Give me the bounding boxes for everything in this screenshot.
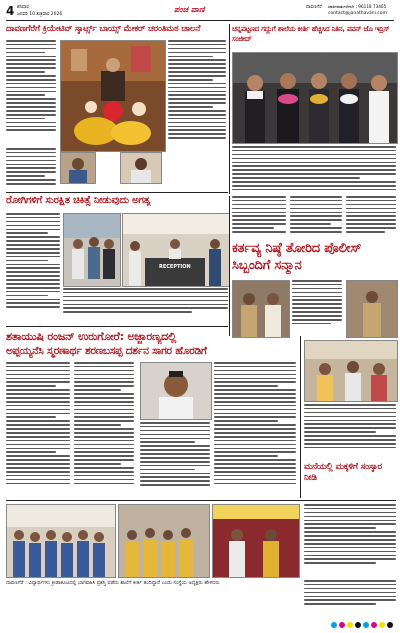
article-text bbox=[232, 146, 396, 192]
lower-headline-line2: ಅಪ್ಪಯ್ಯನೆಸಿ ಸ್ಮರಣಾರ್ಥ ಶರಣಬಸಪ್ಪ ದರ್ಶನ ಸಾಗರ ಹೊರಡಿಗೆ bbox=[6, 345, 207, 357]
article-text bbox=[74, 362, 134, 498]
ceremony-photo bbox=[60, 40, 166, 152]
top-right-headline: ಚನ್ನಪಟ್ಟಣದ ಗದ್ದುಗೆ ಶಾಲೆಯ ಕೀರ್ತಿ ಹೆಚ್ಚಿಸಿದ ನಿತಿನ, ಪವನ್ ಜೊ ಇದ್ರಿಸ್ ಸಂಜೀದ್ bbox=[232, 25, 390, 43]
masthead-phone: ಜಾಹೀರಾತುಗಳಿಗಾಗಿ : 96118 73465 bbox=[328, 4, 387, 9]
students-photo bbox=[118, 504, 210, 578]
article-text bbox=[346, 196, 396, 236]
article-text bbox=[304, 504, 396, 576]
portrait-photo bbox=[140, 362, 212, 420]
bottom-right-headline: ಮನೆಯಲ್ಲಿ ಮಕ್ಕಳಿಗೆ ಸಂಸ್ಕಾರ ನೀಡಿ bbox=[304, 462, 382, 483]
portrait-photo bbox=[60, 152, 96, 184]
photo-caption bbox=[63, 288, 228, 324]
police-felicitation-photo bbox=[346, 280, 398, 338]
article-text bbox=[6, 148, 56, 188]
portrait-photo bbox=[120, 152, 162, 184]
article-text bbox=[6, 213, 60, 323]
hospital-group-photo bbox=[63, 213, 121, 287]
newspaper-title: ಪಂಚ ವಾಣಿ bbox=[174, 5, 205, 14]
article-text bbox=[304, 580, 396, 608]
masthead-date: ಜನವರಿ 10 ಶುಕ್ರವಾರ 2026 bbox=[17, 12, 63, 17]
top-left-headline: ದಾವಣಗೆರೆಗೆ ಕ್ರಿಯೇಟಿವ್ ಸ್ಕಾರ್ಟ್ಸ್ ಬಾಯ್ಸ್ ಮೇಕರ್ ಚರಂತಿಮಠ ಚಾಲನೆ bbox=[6, 24, 201, 34]
lower-headline-line1: ಶತಾಯುಷಿ ರಂಜನ್ ಉರುಗೋರೆ: ಅಜ್ಜಾರಣ್ಯದಲ್ಲಿ bbox=[6, 330, 177, 343]
article-text bbox=[232, 196, 286, 236]
print-registration-marks bbox=[330, 614, 394, 622]
stage-photo bbox=[212, 504, 300, 578]
page-number: 4 bbox=[6, 4, 15, 18]
article-text bbox=[140, 422, 210, 498]
students-photo bbox=[6, 504, 116, 578]
article-text bbox=[304, 404, 396, 460]
reception-photo bbox=[122, 213, 230, 287]
mid-right-headline: ಕರ್ತವ್ಯ ನಿಷ್ಠೆ ತೋರಿದ ಪೊಲೀಸ್ ಸಿಬ್ಬಂದಿಗೆ ಸನ್ಮಾನ bbox=[232, 241, 362, 273]
article-text bbox=[214, 362, 296, 498]
article-text bbox=[6, 40, 56, 144]
reception-sign: RECEPTION bbox=[159, 264, 191, 270]
footer-caption: ದಾವಣಗೆರೆ : ವಿದ್ಯಾರ್ಥಿಗಳು ಕ್ರೀಡಾಕೂಟದಲ್ಲಿ ಭಾಗವಹಿಸಿ ಪ್ರಶಸ್ತಿ ಪಡೆದು ಶಾಲೆಗೆ ಕೀರ್ತಿ ತಂದಿದ್ದಾರೆ ಎಂದು ಸಂಸ್ಥೆಯ ಅಧ್ಯಕ್ಷರು ಹೇಳಿದರು bbox=[6, 580, 220, 586]
article-text bbox=[6, 362, 70, 498]
award-group-photo bbox=[232, 52, 398, 144]
mid-left-headline: ರೋಗಿಗಳಿಗೆ ಸುರಕ್ಷಿತ ಚಿಕಿತ್ಸೆ ನೀಡುವುದು ಅಗತ್ಯ bbox=[6, 195, 151, 206]
event-photo bbox=[304, 340, 398, 402]
article-text bbox=[168, 40, 226, 152]
article-text bbox=[292, 280, 342, 336]
article-text bbox=[290, 196, 342, 236]
masthead-email: contact@janathavani.com bbox=[328, 11, 387, 16]
masthead-city: ದಾವಣಗೆರೆ bbox=[306, 5, 322, 10]
masthead bbox=[6, 4, 394, 21]
masthead-day: ಶನಿವಾರ bbox=[17, 5, 29, 10]
